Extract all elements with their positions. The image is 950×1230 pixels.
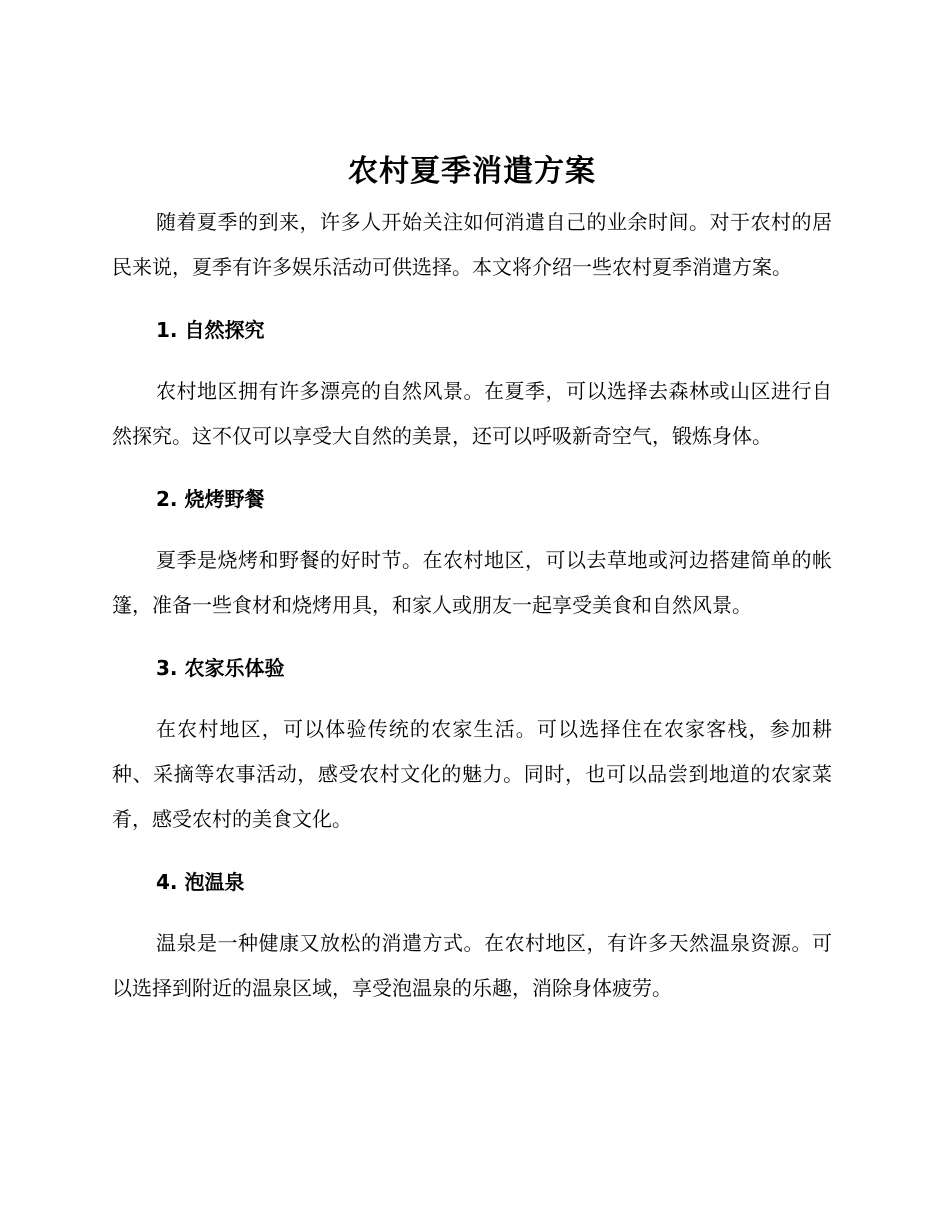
- section-body-3: 在农村地区，可以体验传统的农家生活。可以选择住在农家客栈，参加耕种、采摘等农事活动，感受农村文化的魅力。同时，也可以品尝到地道的农家菜肴，感受农村的美食文化。: [112, 717, 832, 831]
- section-body-2: 夏季是烧烤和野餐的好时节。在农村地区，可以去草地或河边搭建简单的帐篷，准备一些食材和烧烤用具，和家人或朋友一起享受美食和自然风景。: [112, 548, 832, 617]
- section-heading-2: 2. 烧烤野餐: [156, 487, 265, 511]
- section-body-4: 温泉是一种健康又放松的消遣方式。在农村地区，有许多天然温泉资源。可以选择到附近的温泉区域，享受泡温泉的乐趣，消除身体疲劳。: [112, 931, 832, 1000]
- intro-paragraph: 随着夏季的到来，许多人开始关注如何消遣自己的业余时间。对于农村的居民来说，夏季有许多娱乐活动可供选择。本文将介绍一些农村夏季消遣方案。: [112, 210, 832, 279]
- section-heading-3: 3. 农家乐体验: [156, 656, 285, 680]
- section-body-1: 农村地区拥有许多漂亮的自然风景。在夏季，可以选择去森林或山区进行自然探究。这不仅可以享受大自然的美景，还可以呼吸新奇空气，锻炼身体。: [112, 379, 832, 448]
- section-heading-4: 4. 泡温泉: [156, 870, 245, 894]
- section-heading-1: 1. 自然探究: [156, 318, 265, 342]
- page-title: 农村夏季消遣方案: [348, 154, 596, 189]
- document-page: [112, 150, 832, 1011]
